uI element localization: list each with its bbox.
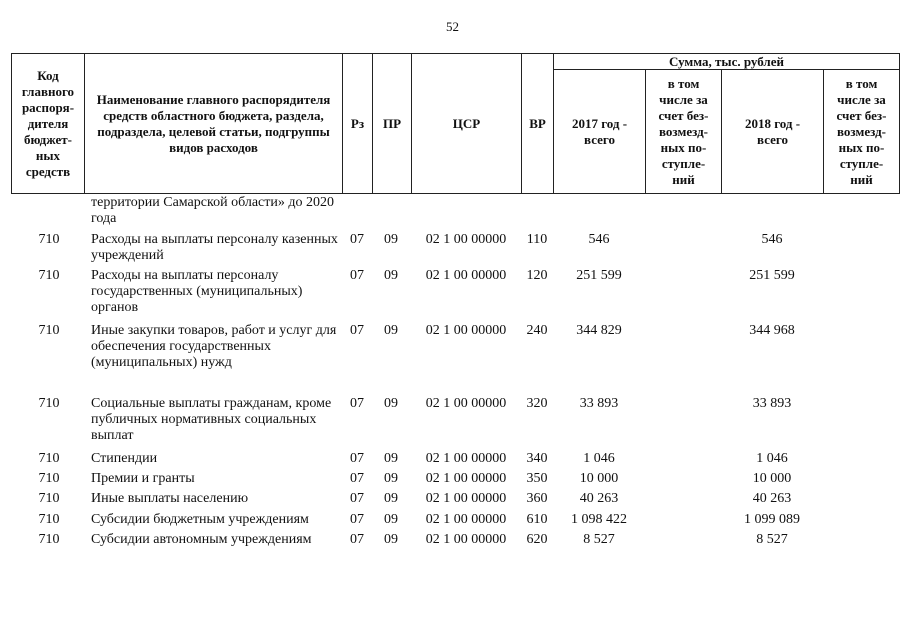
header-2018-free-text: в том числе за счет без-возмезд-ных по-ступле-ний [836, 75, 887, 187]
cell-pr: 09 [384, 268, 398, 283]
cell-vr: 320 [526, 396, 548, 411]
cell-rz: 07 [350, 491, 364, 506]
header-csr [412, 54, 522, 194]
header-sum-group [554, 54, 900, 70]
cell-code: 710 [38, 268, 60, 283]
cell-code: 710 [38, 491, 60, 506]
table-row [0, 323, 905, 396]
header-2018-total [722, 70, 824, 194]
cell-vr: 110 [526, 232, 548, 247]
cell-name: Иные закупки товаров, работ и услуг для обеспечения государственных (муниципальных) нужд [91, 323, 337, 370]
cell-csr: 02 1 00 00000 [425, 396, 507, 411]
cell-sum-2017: 251 599 [576, 268, 622, 283]
table-header [11, 53, 900, 194]
table-row [0, 491, 905, 511]
cell-code: 710 [38, 232, 60, 247]
cell-rz: 07 [350, 323, 364, 338]
cell-rz: 07 [350, 268, 364, 283]
cell-code: 710 [38, 396, 60, 411]
table-row [0, 268, 905, 323]
cell-sum-2017: 1 098 422 [571, 512, 627, 527]
cell-vr: 120 [526, 268, 548, 283]
cell-csr: 02 1 00 00000 [425, 451, 507, 466]
continuation-text: территории Самарской области» до 2020 года [91, 195, 334, 226]
cell-rz: 07 [350, 451, 364, 466]
continuation-row [0, 195, 905, 231]
cell-rz: 07 [350, 232, 364, 247]
cell-pr: 09 [384, 451, 398, 466]
cell-vr: 240 [526, 323, 548, 338]
header-2017-total [554, 70, 646, 194]
cell-sum-2017: 1 046 [583, 451, 615, 466]
cell-pr: 09 [384, 491, 398, 506]
page-number: 52 [446, 19, 459, 34]
cell-vr: 350 [526, 471, 548, 486]
header-pr-text: ПР [382, 115, 402, 131]
cell-csr: 02 1 00 00000 [425, 232, 507, 247]
cell-pr: 09 [384, 532, 398, 547]
cell-sum-2017: 40 263 [579, 491, 619, 506]
table-row [0, 471, 905, 491]
header-2017-free [646, 70, 722, 194]
cell-sum-2018: 8 527 [756, 532, 788, 547]
cell-code: 710 [38, 323, 60, 338]
table-row [0, 232, 905, 268]
cell-vr: 340 [526, 451, 548, 466]
cell-sum-2018: 33 893 [752, 396, 792, 411]
header-sum-group-text: Сумма, тыс. рублей [669, 53, 784, 69]
header-pr [373, 54, 412, 194]
cell-vr: 620 [526, 532, 548, 547]
cell-name: Расходы на выплаты персоналу казенных учреждений [91, 232, 338, 263]
header-2018-total-text: 2018 год - всего [744, 115, 801, 147]
cell-pr: 09 [384, 396, 398, 411]
header-code-text: Код главного распоря-дителя бюджет-ных средств [21, 67, 75, 179]
header-vr [522, 54, 554, 194]
cell-pr: 09 [384, 471, 398, 486]
cell-rz: 07 [350, 471, 364, 486]
cell-rz: 07 [350, 532, 364, 547]
cell-csr: 02 1 00 00000 [425, 323, 507, 338]
cell-rz: 07 [350, 512, 364, 527]
cell-sum-2017: 33 893 [579, 396, 619, 411]
cell-sum-2018: 344 968 [749, 323, 795, 338]
table-row [0, 532, 905, 568]
header-name-text: Наименование главного распорядителя средств областного бюджета, раздела, подраздела, целевой статьи, подгруппы видов расходов [96, 91, 331, 155]
cell-csr: 02 1 00 00000 [425, 471, 507, 486]
header-2017-free-text: в том числе за счет без-возмезд-ных по-ступле-ний [658, 75, 709, 187]
cell-code: 710 [38, 532, 60, 547]
cell-vr: 610 [526, 512, 548, 527]
cell-name: Социальные выплаты гражданам, кроме публичных нормативных социальных выплат [91, 396, 332, 443]
table-row [0, 396, 905, 451]
cell-csr: 02 1 00 00000 [425, 532, 507, 547]
cell-sum-2017: 546 [588, 232, 610, 247]
cell-csr: 02 1 00 00000 [425, 491, 507, 506]
cell-sum-2018: 546 [761, 232, 783, 247]
cell-pr: 09 [384, 232, 398, 247]
table-row [0, 451, 905, 471]
cell-name: Премии и гранты [91, 471, 195, 486]
header-code [12, 54, 85, 194]
header-2017-total-text: 2017 год - всего [571, 115, 628, 147]
cell-code: 710 [38, 471, 60, 486]
cell-pr: 09 [384, 323, 398, 338]
cell-name: Субсидии бюджетным учреждениям [91, 512, 309, 527]
header-name [85, 54, 343, 194]
cell-sum-2017: 8 527 [583, 532, 615, 547]
header-rz [343, 54, 373, 194]
cell-name: Субсидии автономным учреждениям [91, 532, 312, 547]
cell-sum-2017: 10 000 [579, 471, 619, 486]
cell-sum-2018: 40 263 [752, 491, 792, 506]
cell-rz: 07 [350, 396, 364, 411]
table-row [0, 512, 905, 532]
cell-name: Расходы на выплаты персоналу государственных (муниципальных) органов [91, 268, 303, 315]
header-2018-free [824, 70, 900, 194]
cell-sum-2018: 251 599 [749, 268, 795, 283]
cell-sum-2018: 1 099 089 [744, 512, 800, 527]
cell-sum-2017: 344 829 [576, 323, 622, 338]
cell-csr: 02 1 00 00000 [425, 512, 507, 527]
cell-code: 710 [38, 512, 60, 527]
cell-csr: 02 1 00 00000 [425, 268, 507, 283]
cell-code: 710 [38, 451, 60, 466]
header-csr-text: ЦСР [452, 115, 481, 131]
cell-name: Иные выплаты населению [91, 491, 249, 506]
cell-pr: 09 [384, 512, 398, 527]
cell-vr: 360 [526, 491, 548, 506]
cell-name: Стипендии [91, 451, 158, 466]
cell-sum-2018: 10 000 [752, 471, 792, 486]
header-vr-text: ВР [529, 115, 546, 131]
header-rz-text: Рз [350, 115, 365, 131]
cell-sum-2018: 1 046 [756, 451, 788, 466]
